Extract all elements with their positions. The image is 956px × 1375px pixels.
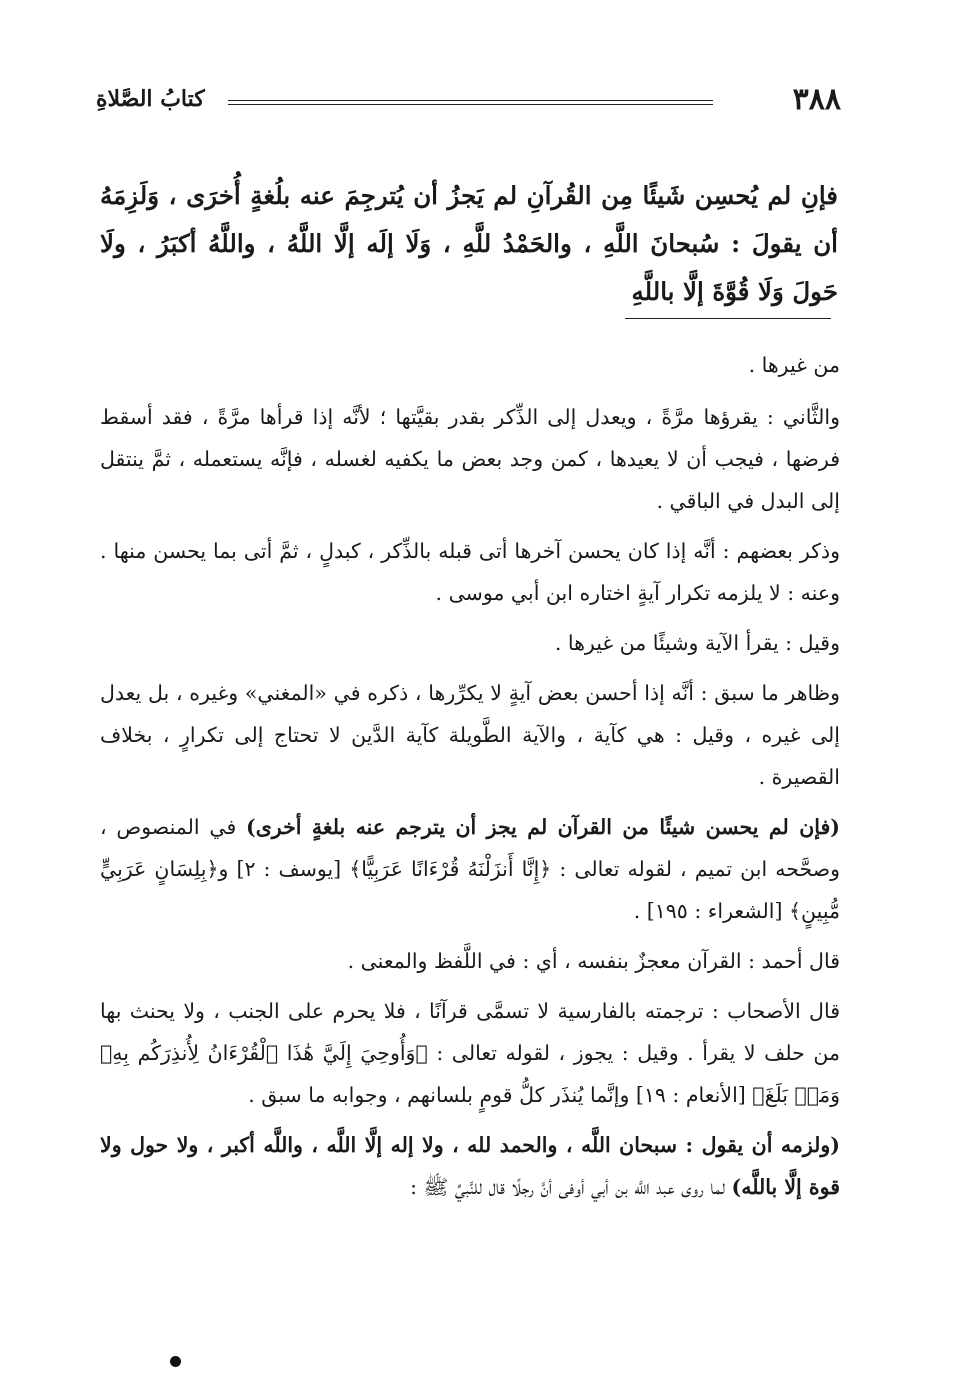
- section-divider: [625, 318, 831, 319]
- commentary-paragraph: قال الأصحاب : ترجمته بالفارسية لا تسمَّى قرآنًا ، فلا يحرم على الجنب ، ولا يحنث بها من حلف لا يقرأ . وقيل : يجوز ، لقوله تعالى : ﴿وَأُوحِيَ إِلَيَّ هَٰذَا ٱلْقُرْءَانُ لِأُنذِرَكُم بِهِۦ وَمَنۢ بَلَغَ﴾ [الأنعام : ١٩] وإنَّما يُنذَر كلُّ قومٍ بلسانهم ، وجوابه ما سبق .: [100, 999, 840, 1107]
- quoted-matn: (فإن لم يحسن شيئًا من القرآن لم يجز أن يترجم عنه بلغةٍ أخرى): [246, 815, 841, 839]
- commentary-paragraph: وقيل : يقرأ الآية وشيئًا من غيرها .: [554, 631, 840, 655]
- commentary-text: في المنصوص ، وصحَّحه ابن تميم ، لقوله تعالى : ﴿إِنَّا أَنزَلْنَهُ قُرْءَانًا عَرَبِيًّا﴾ [يوسف : ٢] و﴿بِلِسَانٍ عَرَبِيٍّ مُّبِينٍ﴾ [الشعراء : ١٩٥] .: [100, 815, 841, 923]
- page-header: [96, 82, 841, 122]
- commentary-paragraph: قال أحمد : القرآن معجزٌ بنفسه ، أي : في اللَّفظ والمعنى .: [347, 949, 840, 973]
- commentary-paragraph: والثَّاني : يقرؤها مرَّةً ، ويعدل إلى الذِّكر بقدر بقيَّتها ؛ لأنَّه إذا قرأها مرَّةً ، فقد أسقط فرضها ، فيجب أن لا يعيدها ، كمن وجد بعض ما يكفيه لغسله ، فإنَّه يستعمله ، ثمَّ ينتقل إلى البدل في الباقي .: [100, 405, 840, 513]
- matn-text: فإنِ لم يُحسِن شَيئًا مِن القُرآنِ لم يَجزُ أن يُترجِمَ عنه بلُغةٍ أُخرَى ، وَلَزِمَهُ أن يقولَ : سُبحانَ اللَّهِ ، والحَمْدُ للَّهِ ، وَلَا إلَه إلَّا اللَّهُ ، واللَّهُ أكبَرُ ، ولَا حَولَ وَلَا قُوَّةَ إلَّا باللَّهِ: [100, 181, 838, 306]
- book-title: كتابُ الصَّلاةِ: [96, 86, 205, 112]
- page-number: ٣٨٨: [792, 82, 841, 117]
- commentary-paragraph: [100, 806, 840, 932]
- commentary-text: لما روى عبد اللَّه بن أبي أوفى أنَّ رجلًا قال للنَّبيِّ ﷺ :: [410, 1175, 732, 1199]
- commentary-paragraph: [100, 1124, 840, 1208]
- commentary: [100, 344, 840, 1216]
- quoted-matn: (ولزمه أن يقول : سبحان اللَّه ، والحمد لله ، ولا إله إلَّا اللَّه ، واللَّه أكبر ، ولا حول ولا قوة إلَّا باللَّه): [100, 1133, 840, 1199]
- commentary-paragraph: وظاهر ما سبق : أنَّه إذا أحسن بعض آيةٍ لا يكرِّرها ، ذكره في «المغني» وغيره ، بل يعدل إلى غيره ، وقيل : هي كآية ، والآية الطَّويلة كآية الدَّين لا تحتاج إلى تكرارٍ ، بخلاف القصيرة .: [100, 681, 840, 789]
- header-rule: [228, 100, 713, 105]
- bullet-dot: [170, 1356, 181, 1367]
- commentary-paragraph: وذكر بعضهم : أنَّه إذا كان يحسن آخرها أتى قبله بالذِّكر ، كبدلٍ ، ثمَّ أتى بما يحسن منها . وعنه : لا يلزمه تكرار آيةٍ اختاره ابن أبي موسى .: [100, 539, 840, 605]
- commentary-paragraph: من غيرها .: [748, 353, 840, 377]
